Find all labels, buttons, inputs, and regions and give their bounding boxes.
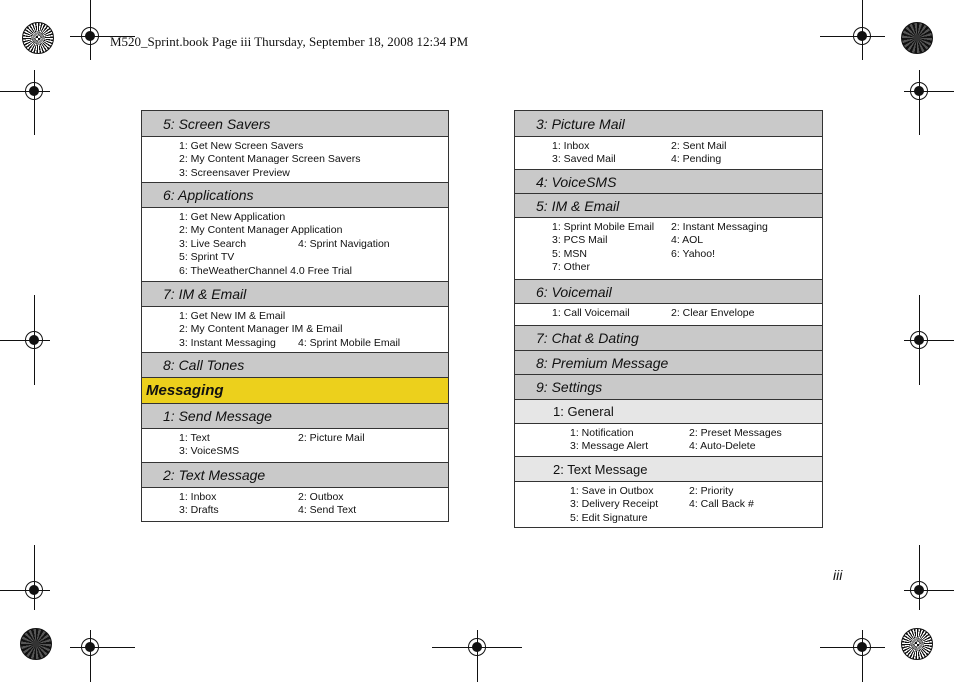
menu-item: 1: Call Voicemail bbox=[552, 307, 630, 319]
sunburst-mark-icon bbox=[22, 22, 54, 54]
subsection-general: 1: General bbox=[515, 400, 822, 424]
menu-item: 2: Clear Envelope bbox=[671, 307, 755, 319]
menu-item-row bbox=[552, 307, 822, 320]
section-body bbox=[515, 137, 822, 170]
menu-item-row bbox=[179, 337, 448, 350]
crosshair-mark-icon bbox=[78, 635, 102, 659]
menu-item: 1: Inbox bbox=[552, 140, 590, 152]
menu-item: 3: Screensaver Preview bbox=[179, 166, 290, 179]
section-body bbox=[142, 307, 448, 353]
menu-item: 2: Priority bbox=[689, 485, 734, 497]
menu-table-left bbox=[141, 110, 449, 522]
crosshair-mark-icon bbox=[22, 79, 46, 103]
crosshair-mark-icon bbox=[907, 328, 931, 352]
print-header: M520_Sprint.book Page iii Thursday, September 18, 2008 12:34 PM bbox=[110, 34, 469, 49]
menu-item: 2: Preset Messages bbox=[689, 427, 782, 439]
section-body bbox=[142, 208, 448, 282]
menu-item: 1: Get New IM & Email bbox=[179, 310, 286, 322]
menu-item: 2: My Content Manager Screen Savers bbox=[179, 153, 361, 166]
menu-item: 5: Edit Signature bbox=[570, 511, 648, 524]
menu-item: 1: Save in Outbox bbox=[570, 485, 654, 497]
crosshair-mark-icon bbox=[465, 635, 489, 659]
menu-item-row bbox=[570, 440, 822, 453]
menu-item-row bbox=[552, 153, 822, 166]
subsection-text-message: 2: Text Message bbox=[515, 457, 822, 482]
menu-item: 2: My Content Manager IM & Email bbox=[179, 323, 343, 336]
crosshair-mark-icon bbox=[850, 635, 874, 659]
crosshair-mark-icon bbox=[22, 578, 46, 602]
menu-item: 5: MSN bbox=[552, 247, 588, 260]
section-body bbox=[515, 482, 822, 527]
menu-item: 5: Sprint TV bbox=[179, 251, 235, 264]
menu-item: 1: Sprint Mobile Email bbox=[552, 221, 655, 233]
menu-item-row bbox=[179, 238, 448, 251]
menu-item: 2: Sent Mail bbox=[671, 140, 727, 152]
menu-item: 4: Call Back # bbox=[689, 498, 754, 511]
section-voicesms: 4: VoiceSMS bbox=[515, 170, 822, 194]
crosshair-mark-icon bbox=[907, 578, 931, 602]
section-send-message: 1: Send Message bbox=[142, 404, 448, 429]
menu-item: 2: Picture Mail bbox=[298, 432, 365, 444]
menu-item-row bbox=[179, 432, 448, 445]
menu-item: 4: Pending bbox=[671, 153, 722, 166]
menu-table-right bbox=[514, 110, 823, 528]
section-screen-savers: 5: Screen Savers bbox=[142, 111, 448, 137]
crosshair-mark-icon bbox=[22, 328, 46, 352]
section-call-tones: 8: Call Tones bbox=[142, 353, 448, 378]
menu-item-row bbox=[570, 427, 822, 440]
menu-item-row bbox=[179, 504, 448, 517]
menu-item: 2: Instant Messaging bbox=[671, 221, 768, 233]
menu-item-row bbox=[570, 485, 822, 498]
menu-item-row bbox=[552, 248, 822, 261]
sunburst-mark-icon bbox=[901, 22, 933, 54]
crosshair-mark-icon bbox=[850, 24, 874, 48]
menu-item: 3: Instant Messaging bbox=[179, 336, 276, 349]
menu-item: 4: AOL bbox=[671, 234, 704, 247]
menu-item: 6: Yahoo! bbox=[671, 247, 715, 260]
menu-item: 1: Get New Screen Savers bbox=[179, 140, 304, 152]
menu-item: 3: VoiceSMS bbox=[179, 445, 240, 458]
menu-item: 4: Sprint Navigation bbox=[298, 237, 390, 250]
crosshair-mark-icon bbox=[907, 79, 931, 103]
menu-item: 4: Auto-Delete bbox=[689, 440, 756, 453]
menu-item-row bbox=[552, 234, 822, 247]
menu-item: 7: Other bbox=[552, 261, 590, 274]
section-body bbox=[142, 137, 448, 183]
section-body bbox=[142, 429, 448, 463]
section-applications: 6: Applications bbox=[142, 183, 448, 208]
section-chat-dating: 7: Chat & Dating bbox=[515, 326, 822, 351]
section-picture-mail: 3: Picture Mail bbox=[515, 111, 822, 137]
menu-item: 4: Send Text bbox=[298, 504, 357, 517]
sunburst-mark-icon bbox=[20, 628, 52, 660]
section-body bbox=[142, 488, 448, 521]
menu-item: 4: Sprint Mobile Email bbox=[298, 336, 401, 349]
crosshair-mark-icon bbox=[78, 24, 102, 48]
menu-item: 6: TheWeatherChannel 4.0 Free Trial bbox=[179, 264, 352, 277]
menu-item: 2: Outbox bbox=[298, 491, 344, 503]
menu-item: 3: Message Alert bbox=[570, 440, 649, 453]
page-number: iii bbox=[833, 567, 843, 583]
section-text-message: 2: Text Message bbox=[142, 463, 448, 488]
menu-item: 3: PCS Mail bbox=[552, 234, 608, 247]
section-premium-message: 8: Premium Message bbox=[515, 351, 822, 375]
menu-item: 3: Delivery Receipt bbox=[570, 498, 659, 511]
section-body bbox=[515, 218, 822, 280]
menu-item: 2: My Content Manager Application bbox=[179, 224, 343, 237]
menu-item: 1: Notification bbox=[570, 427, 634, 439]
menu-item: 1: Get New Application bbox=[179, 211, 286, 223]
menu-item: 3: Live Search bbox=[179, 237, 247, 250]
section-settings: 9: Settings bbox=[515, 375, 822, 400]
menu-item-row bbox=[552, 140, 822, 153]
sunburst-mark-icon bbox=[901, 628, 933, 660]
menu-item-row bbox=[552, 221, 822, 234]
section-messaging: Messaging bbox=[142, 378, 448, 404]
menu-item: 1: Text bbox=[179, 432, 210, 444]
section-voicemail: 6: Voicemail bbox=[515, 280, 822, 304]
section-body bbox=[515, 304, 822, 326]
section-im-email: 5: IM & Email bbox=[515, 194, 822, 218]
menu-item-row bbox=[179, 491, 448, 504]
menu-item: 3: Drafts bbox=[179, 504, 219, 517]
menu-item-row bbox=[570, 498, 822, 511]
menu-item: 3: Saved Mail bbox=[552, 153, 616, 166]
section-im-email: 7: IM & Email bbox=[142, 282, 448, 307]
menu-item: 1: Inbox bbox=[179, 491, 217, 503]
section-body bbox=[515, 424, 822, 457]
